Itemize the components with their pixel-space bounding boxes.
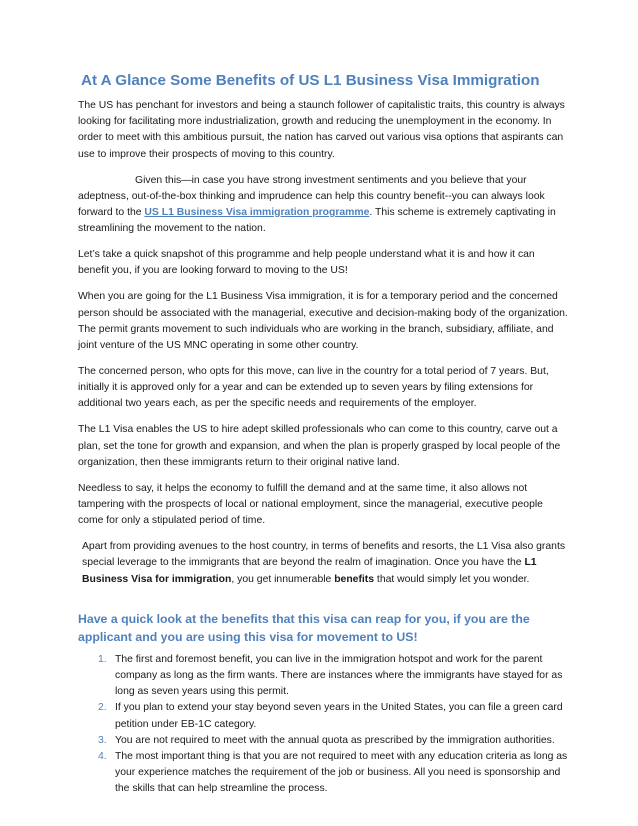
list-item-text: You are not required to meet with the annual quota as prescribed by the immigration authorities. (115, 734, 555, 746)
paragraph-leverage-middle: , you get innumerable (231, 573, 335, 585)
document-title: At A Glance Some Benefits of US L1 Business Visa Immigration (81, 72, 540, 89)
list-number: 2. (98, 702, 107, 714)
l1-visa-programme-link[interactable]: US L1 Business Visa immigration programme (144, 207, 370, 219)
paragraph-temporary-period: When you are going for the L1 Business Visa immigration, it is for a temporary period and the concerned person should be associated with the managerial, executive and decision-making body of the organization. The permit grants movement to such individuals who are working in the branch, subsidiary, affiliate, and joint venture of the US MNC operating in some other country. (78, 291, 568, 352)
paragraph-skilled-professionals: The L1 Visa enables the US to hire adept skilled professionals who can come to this country, carve out a plan, set the tone for growth and expansion, and when the plan is properly grasped by local people of the organization, then these immigrants return to their original native land. (78, 424, 561, 468)
paragraph-investment-tail: . This scheme is extremely captivating in streamlining the movement to the nation. (78, 207, 556, 235)
paragraph-investment-text: Given this—in case you have strong investment sentiments and you believe that your adeptness, out-of-the-box thinking and imprudence can help this country benefit--you can always look forward to the (78, 174, 545, 219)
paragraph-leverage-text: Apart from providing avenues to the host country, in terms of benefits and resorts, the L1 Visa also grants special leverage to the immigrants that are beyond the realm of imagination. Once you have the (82, 541, 566, 569)
list-number: 1. (98, 653, 107, 665)
list-number: 4. (98, 751, 107, 763)
paragraph-snapshot: Let’s take a quick snapshot of this programme and help people understand what it is and how it can benefit you, if you are looking forward to moving to the US! (78, 249, 535, 277)
paragraph-economy: Needless to say, it helps the economy to fulfill the demand and at the same time, it also allows not tampering with the prospects of local or national employment, since the managerial, executive people come for only a stipulated period of time. (78, 482, 543, 527)
paragraph-duration: The concerned person, who opts for this move, can live in the country for a total period of 7 years. But, initially it is approved only for a year and can be extended up to seven years by filing extensions for additional two years each, as per the specific needs and requirements of the employer. (78, 366, 549, 410)
list-item (78, 652, 568, 701)
paragraph-investment (78, 173, 568, 238)
paragraph-leverage-tail: that would simply let you wonder. (374, 573, 530, 585)
bold-l1-business-visa: L1 Business Visa for immigration (82, 557, 537, 585)
paragraph-intro: The US has penchant for investors and being a staunch follower of capitalistic traits, this country is always looking for facilitating more industrialization, growth and reducing the unemployment in the economy. In order to meet with this ambitious pursuit, the nation has carved out various visa options that aspirants can use to improve their prospects of moving to this country. (78, 100, 565, 160)
list-item-text: The most important thing is that you are not required to meet with any education criteria as long as your experience matches the requirement of the job or business. All you need is sponsorship and the skills that can help streamline the process. (115, 751, 568, 795)
list-item-text: The first and foremost benefit, you can live in the immigration hotspot and work for the parent company as long as the firm wants. There are instances where the immigrants have stayed for as long as seven years using this permit. (115, 653, 563, 698)
benefits-list (78, 652, 568, 798)
list-item (78, 749, 568, 798)
list-item (78, 733, 568, 749)
benefits-subheading: Have a quick look at the benefits that this visa can reap for you, if you are the applicant and you are using this visa for movement to US! (78, 611, 530, 644)
list-item (78, 700, 568, 732)
document-body (78, 98, 568, 798)
list-item-text: If you plan to extend your stay beyond seven years in the United States, you can file a green card petition under EB-1C category. (115, 702, 563, 730)
bold-benefits: benefits (334, 573, 375, 585)
list-number: 3. (98, 734, 107, 746)
paragraph-leverage (78, 539, 568, 588)
